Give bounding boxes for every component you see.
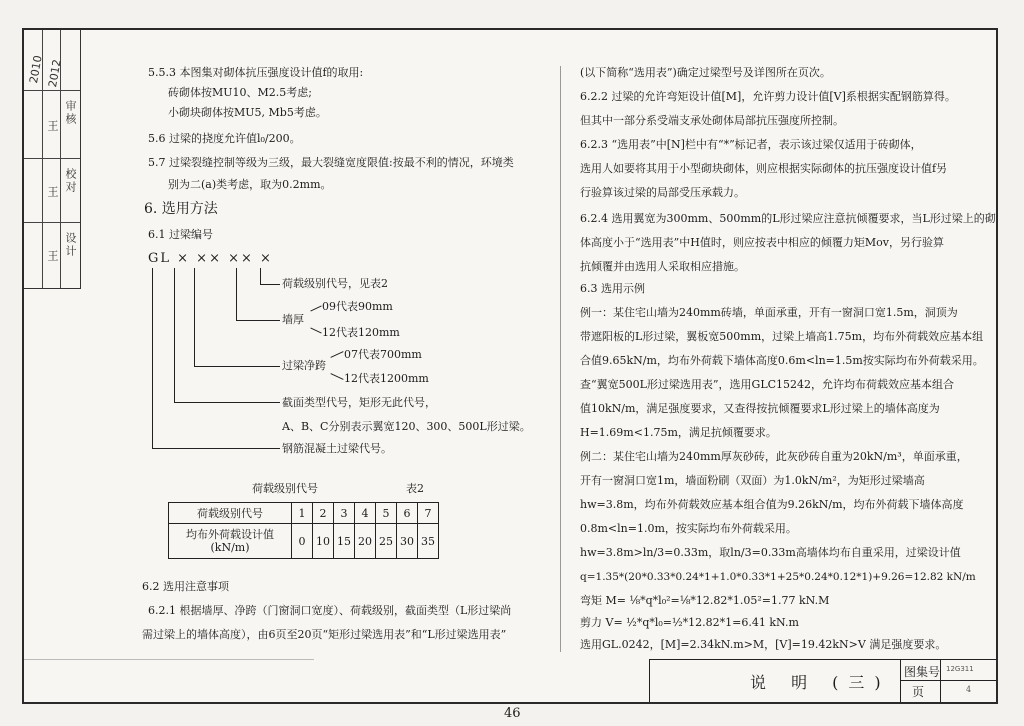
table-cell: 0 [292,524,313,559]
example-2-selection: 选用GL.0242，[M]=2.34kN.m>M，[V]=19.42kN>V 满足强度要求。 [580,638,947,651]
clause-6-2-4-line3: 抗倾覆并由选用人采取相应措施。 [580,260,745,273]
title-block [649,659,996,702]
load-level-table [168,502,439,559]
section-6-heading: 6. 选用方法 [144,201,218,217]
clause-5-5-3-b: 小砌块砌体按MU5, Mb5考虑。 [168,106,327,119]
annotation-wall: 墙厚 [282,313,304,326]
table-number: 表2 [406,482,424,495]
sign-label-review: 审核 [64,100,77,126]
table-cell: 25 [376,524,397,559]
example-2-line2: 开有一窗洞口宽1m，墙面粉刷（双面）为1.0kN/m²，为矩形过梁墙高 [580,474,925,487]
clause-6-2-4-line2: 体高度小于“选用表”中H值时，则应按表中相应的倾覆力矩Mov，另行验算 [580,236,944,249]
example-1-line3: 合值9.65kN/m，均布外荷载下墙体高度0.6m<ln=1.5m按实际均布外荷载采用。 [580,354,984,367]
table-cell: 2 [313,503,334,524]
example-1-line2: 带遮阳板的L形过梁，翼板宽500mm，过梁上墙高1.75m，均布外荷载效应基本组 [580,330,984,343]
example-1-line4: 查“翼宽500L形过梁选用表”，选用GLC15242，允许均布荷载效应基本组合 [580,378,955,391]
table-cell: 1 [292,503,313,524]
clause-6-2-4-line1: 6.2.4 选用翼宽为300mm、500mm的L形过梁应注意抗倾覆要求，当L形过梁上的砌 [580,212,996,225]
table-cell: 6 [397,503,418,524]
annotation-gl: 钢筋混凝土过梁代号。 [282,442,392,455]
clause-5-7-line2: 别为二(a)类考虑，取为0.2mm。 [168,178,332,191]
sign-label-design: 设计 [64,232,77,258]
example-2-formula-v: 剪力 V= ½*q*l₀=½*12.82*1=6.41 kN.m [580,616,799,629]
clause-6-2-2-line1: 6.2.2 过梁的允许弯矩设计值[M]，允许剪力设计值[V]系根据实配钢筋算得。 [580,90,956,103]
drawing-sheet [22,28,998,704]
annotation-span-12: 12代表1200mm [344,372,429,385]
table-row [169,503,439,524]
page-label: 页 [912,685,925,699]
handwritten-note-2: 2012 [46,58,64,89]
annotation-wall-09: 09代表90mm [322,300,393,313]
table-cell: 7 [418,503,439,524]
table-cell: 10 [313,524,334,559]
annotation-span-07: 07代表700mm [344,348,422,361]
clause-5-6: 5.6 过梁的挠度允许值l₀/200。 [148,132,301,145]
annotation-section-type-l1: 截面类型代号，矩形无此代号， [282,396,436,409]
table-cell: 30 [397,524,418,559]
table-cell: 15 [334,524,355,559]
handwritten-note-1: 2010 [27,54,45,85]
clause-6-2-1-line1: 6.2.1 根据墙厚、净跨（门窗洞口宽度）、荷载级别，截面类型（L形过梁尚 [148,604,512,617]
table-cell: 5 [376,503,397,524]
example-2-line1: 例二：某住宅山墙为240mm厚灰砂砖，此灰砂砖自重为20kN/m³，单面承重， [580,450,968,463]
example-2-formula-m: 弯矩 M= ⅛*q*l₀²=⅛*12.82*1.05²=1.77 kN.M [580,594,830,607]
table-cell: 20 [355,524,376,559]
annotation-section-type-l2: A、B、C分别表示翼宽120、300、500L形过梁。 [282,420,531,433]
example-1-line6: H=1.69m<1.75m，满足抗倾覆要求。 [580,426,777,439]
sign-label-check: 校对 [64,168,77,194]
clause-6-2-1-cont: (以下简称“选用表”)确定过梁型号及详图所在页次。 [580,66,831,79]
clause-6-1: 6.1 过梁编号 [148,228,213,241]
atlas-number: 12G311 [946,665,974,673]
annotation-span: 过梁净跨 [282,359,326,372]
sheet-title: 说 明 (三) [750,673,891,692]
clause-5-5-3: 5.5.3 本图集对砌体抗压强度设计值f的取用: [148,66,364,79]
sign-name-design: 王 [46,250,59,263]
clause-6-3: 6.3 选用示例 [580,282,645,295]
page-number: 46 [504,706,521,721]
table-row2-label-line2: (kN/m) [210,541,250,554]
leader-span [194,268,195,366]
beam-code: GL × ×× ×× × [148,251,273,266]
clause-5-7-line1: 5.7 过梁裂缝控制等级为三级，最大裂缝宽度限值:按最不利的情况，环境类 [148,156,514,169]
column-divider [560,66,561,652]
clause-6-2: 6.2 选用注意事项 [142,580,229,593]
table-row [169,524,439,559]
sheet-page-number: 4 [966,685,972,694]
clause-6-2-2-line2: 但其中一部分系受端支承处砌体局部抗压强度所控制。 [580,114,844,127]
table-row2-label [169,524,292,559]
annotation-wall-12: 12代表120mm [322,326,400,339]
leader-wall [236,268,237,320]
table-cell: 3 [334,503,355,524]
table-row1-label: 荷载级别代号 [169,503,292,524]
example-2-line4: 0.8m<ln=1.0m，按实际均布外荷载采用。 [580,522,797,535]
leader-type [174,268,175,402]
example-1-line1: 例一：某住宅山墙为240mm砖墙，单面承重，开有一窗洞口宽1.5m，洞顶为 [580,306,958,319]
sign-name-review: 王 [46,120,59,133]
leader-load [260,268,261,284]
clause-6-2-1-line2: 需过梁上的墙体高度），由6页至20页“矩形过梁选用表”和“L形过梁选用表” [142,628,507,641]
example-1-line5: 值10kN/m，满足强度要求，又查得按抗倾覆要求L形过梁上的墙体高度为 [580,402,940,415]
table-caption: 荷载级别代号 [252,482,318,495]
faded-block [24,659,314,702]
annotation-load-level: 荷载级别代号，见表2 [282,277,388,290]
atlas-number-label: 图集号 [904,665,941,679]
table-cell: 35 [418,524,439,559]
clause-6-2-3-line2: 选用人如要将其用于小型砌块砌体，则应根据实际砌体的抗压强度设计值f另 [580,162,948,175]
sign-name-check: 王 [46,186,59,199]
clause-5-5-3-a: 砖砌体按MU10、M2.5考虑; [168,86,312,99]
clause-6-2-3-line1: 6.2.3 “选用表”中[N]栏中有“*”标记者，表示该过梁仅适用于砖砌体， [580,138,922,151]
table-cell: 4 [355,503,376,524]
table-row2-label-line1: 均布外荷载设计值 [186,528,274,541]
clause-6-2-3-line3: 行验算该过梁的局部受压承载力。 [580,186,745,199]
example-2-line3: hw=3.8m，均布外荷载效应基本组合值为9.26kN/m，均布外荷载下墙体高度 [580,498,964,511]
example-2-line5: hw=3.8m>ln/3=0.33m，取ln/3=0.33m高墙体均布自重采用，过梁设计值 [580,546,961,559]
signature-strip [24,30,81,289]
leader-gl [152,268,153,448]
example-2-formula-q: q=1.35*(20*0.33*0.24*1+1.0*0.33*1+25*0.24*0.12*1)+9.26=12.82 kN/m [580,571,976,583]
